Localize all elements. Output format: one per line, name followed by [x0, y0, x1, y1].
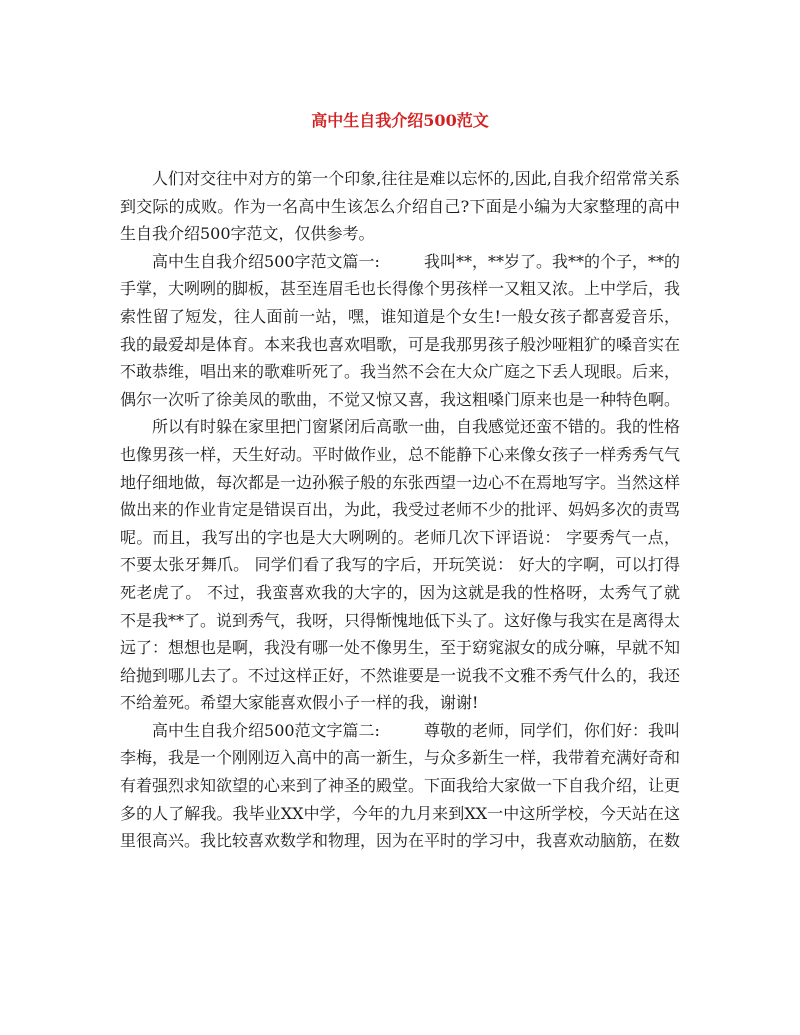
document-title: 高中生自我介绍500范文	[311, 111, 489, 130]
paragraph-sample-one	[120, 248, 680, 414]
paragraph-text: 尊敬的老师，同学们，你们好：我叫李梅，我是一个刚刚迈入高中的高一新生，与众多新生一样，我带着充满好奇和有着强烈求知欲望的心来到了神圣的殿堂。下面我给大家做一下自我介绍，让更多的人了解我。我毕业XX中学，今年的九月来到XX一中这所学校，今天站在这里很高兴。我比较喜欢数学和物理，因为在平时的学习中，我喜欢动脑筋，在数	[120, 720, 681, 851]
section-heading: 高中生自我介绍500字范文篇一:	[152, 251, 380, 271]
paragraph-text: 人们对交往中对方的第一个印象,往往是难以忘怀的,因此,自我介绍常常关系到交际的成败。作为一名高中生该怎么介绍自己?下面是小编为大家整理的高中生自我介绍500字范文，仅供参考。	[120, 169, 680, 244]
document-body	[120, 165, 680, 855]
paragraph-sample-two	[120, 717, 680, 855]
paragraph-sample-one-continued	[120, 413, 680, 717]
paragraph-text: 我叫**，**岁了。我**的个子，**的手掌，大咧咧的脚板，甚至连眉毛也长得像个男孩样一又粗又浓。上中学后，我索性留了短发，往人面前一站，嘿，谁知道是个女生!一般女孩子都喜爱音乐，我的最爱却是体育。本来我也喜欢唱歌，可是我那男孩子般沙哑粗犷的嗓音实在不敢恭维，唱出来的歌难听死了。我当然不会在大众广庭之下丢人现眼。后来，偶尔一次听了徐美凤的歌曲，不觉又惊又喜，我这粗嗓门原来也是一种特色啊。	[120, 251, 681, 409]
paragraph-text: 所以有时躲在家里把门窗紧闭后高歌一曲，自我感觉还蛮不错的。我的性格也像男孩一样，天生好动。平时做作业，总不能静下心来像女孩子一样秀秀气气地仔细地做，每次都是一边孙猴子般的东张西望一边心不在焉地写字。当然这样做出来的作业肯定是错误百出，为此，我受过老师不少的批评、妈妈多次的责骂呢。而且，我写出的字也是大大咧咧的。老师几次下评语说： 字要秀气一点，不要太张牙舞爪。 同学们看了我写的字后，开玩笑说： 好大的字啊，可以打得死老虎了。 不过，我蛮喜欢我的大字的，因为这就是我的性格呀，太秀气了就不是我**了。说到秀气，我呀，只得惭愧地低下头了。这好像与我实在是离得太远了：想想也是啊，我没有哪一处不像男生，至于窈窕淑女的成分嘛，早就不知给抛到哪儿去了。不过这样正好，不然谁要是一说我不文雅不秀气什么的，我还不给羞死。希望大家能喜欢假小子一样的我，谢谢!	[120, 417, 681, 713]
paragraph-intro	[120, 165, 680, 248]
section-heading: 高中生自我介绍500范文字篇二:	[152, 720, 380, 740]
